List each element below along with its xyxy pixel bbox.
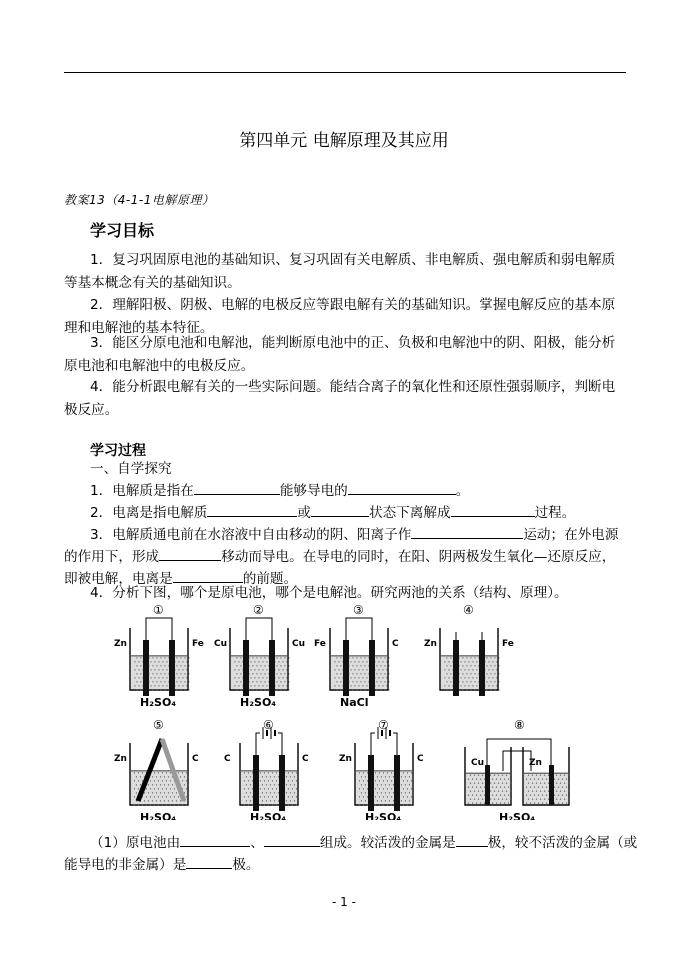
cell-solution-label: H₂SO₄ xyxy=(365,811,402,820)
cell-left-label: Zn xyxy=(424,639,437,649)
q2-blank-2[interactable] xyxy=(311,502,369,517)
question-1 xyxy=(90,480,660,502)
q3-blank-1[interactable] xyxy=(411,524,523,539)
cell-number: ④ xyxy=(463,603,474,617)
q3-part6: 的前题。 xyxy=(242,571,298,587)
cell-number: ⑤ xyxy=(153,718,164,732)
cell-solution-label: H₂SO₄ xyxy=(250,811,287,820)
header-rule xyxy=(64,72,626,73)
q5-blank-2[interactable] xyxy=(264,832,320,847)
q3-blank-3[interactable] xyxy=(173,568,243,583)
question-2 xyxy=(90,502,660,524)
cell-solution-label: NaCl xyxy=(340,696,369,709)
question-5-line-1 xyxy=(90,832,660,854)
cell-number: ⑥ xyxy=(263,718,274,732)
q5-blank-4[interactable] xyxy=(186,854,232,869)
cell-right-label: Fe xyxy=(192,639,204,649)
cell-left-label: Cu xyxy=(471,758,485,768)
cell-left-label: Zn xyxy=(339,754,352,764)
cell-right-label: C xyxy=(302,754,309,764)
cell-solution-label: H₂SO₄ xyxy=(240,696,277,709)
objective-4-text: 4．能分析跟电解有关的一些实际问题。能结合离子的氧化性和还原性强弱顺序，判断电极反应。 xyxy=(64,379,616,418)
question-4: 4．分析下图，哪个是原电池，哪个是电解池。研究两池的关系（结构、原理）。 xyxy=(90,585,568,601)
cell-number: ⑦ xyxy=(378,718,389,732)
q5-blank-3[interactable] xyxy=(456,832,488,847)
page-number: - 1 - xyxy=(332,895,356,909)
cell-5 xyxy=(114,718,199,820)
cell-left-label: Cu xyxy=(214,639,228,649)
q1-blank-2[interactable] xyxy=(348,480,456,495)
cell-8 xyxy=(465,718,569,820)
cell-solution-label: H₂SO₄ xyxy=(140,696,177,709)
q2-blank-3[interactable] xyxy=(451,502,535,517)
cell-number: ③ xyxy=(353,603,364,617)
cell-left-label: Zn xyxy=(114,754,127,764)
cell-left-label: C xyxy=(224,754,231,764)
question-3-line-1 xyxy=(90,524,660,546)
q3-part1: 3．电解质通电前在水溶液中自由移动的阴、阳离子作 xyxy=(90,527,412,543)
q1-part1: 1．电解质是指在 xyxy=(90,483,194,499)
cell-solution-label: H₂SO₄ xyxy=(499,811,536,820)
q3-part2: 运动；在外电源 xyxy=(523,527,619,543)
cell-4 xyxy=(424,603,514,696)
q5-part4: 极，较不活泼的金属（或 xyxy=(487,835,638,851)
cell-3 xyxy=(314,603,399,709)
electrochemical-cells-figure xyxy=(110,600,580,820)
objective-2-text: 2．理解阳极、阴极、电解的电极反应等跟电解有关的基础知识。掌握电解反应的基本原理和电解池的基本特征。 xyxy=(64,297,616,336)
question-5-line-2 xyxy=(64,854,634,876)
q2-part1: 2．电离是指电解质 xyxy=(90,505,208,521)
cell-right-label: C xyxy=(392,639,399,649)
q5-blank-1[interactable] xyxy=(180,832,250,847)
q1-blank-1[interactable] xyxy=(194,480,280,495)
objective-3 xyxy=(64,332,626,378)
cell-right-label: Fe xyxy=(502,639,514,649)
section-1-title: 一、自学探究 xyxy=(90,461,172,477)
q3-blank-2[interactable] xyxy=(159,546,221,561)
objective-1 xyxy=(64,249,626,295)
q5-part2: 、 xyxy=(250,835,264,851)
objective-4 xyxy=(64,376,626,422)
objective-1-text: 1．复习巩固原电池的基础知识、复习巩固有关电解质、非电解质、强电解质和弱电解质等基本概念有关的基础知识。 xyxy=(64,252,616,291)
cell-1 xyxy=(114,603,204,709)
q5-part5: 能导电的非金属）是 xyxy=(64,857,187,873)
q2-part3: 状态下离解成 xyxy=(369,505,451,521)
cell-right-label: C xyxy=(417,754,424,764)
objective-3-text: 3．能区分原电池和电解池，能判断原电池中的正、负极和电解池中的阴、阳极，能分析原电池和电解池中的电极反应。 xyxy=(64,335,616,374)
q5-part6: 极。 xyxy=(232,857,260,873)
q5-part3: 组成。较活泼的金属是 xyxy=(319,835,456,851)
q2-part2: 或 xyxy=(297,505,311,521)
q3-part5: 即被电解，电离是 xyxy=(64,571,173,587)
cell-number: ① xyxy=(153,603,164,617)
cell-7 xyxy=(339,718,424,820)
case-id: 教案13（4-1-1电解原理） xyxy=(64,193,215,207)
q1-part2: 能够导电的 xyxy=(279,483,348,499)
q3-part4: 移动而导电。在导电的同时，在阳、阴两极发生氧化—还原反应， xyxy=(221,549,616,565)
objectives-heading: 学习目标 xyxy=(90,221,155,240)
process-heading: 学习过程 xyxy=(90,443,146,459)
question-3-line-2 xyxy=(64,546,634,568)
cell-number: ② xyxy=(253,603,264,617)
cell-6 xyxy=(224,718,309,820)
cell-right-label: Zn xyxy=(529,758,542,768)
cell-left-label: Zn xyxy=(114,639,127,649)
cell-2 xyxy=(214,603,305,709)
q1-part3: 。 xyxy=(455,483,470,499)
cell-left-label: Fe xyxy=(314,639,326,649)
page-title: 第四单元 电解原理及其应用 xyxy=(239,131,449,151)
cell-right-label: Cu xyxy=(292,639,306,649)
q2-blank-1[interactable] xyxy=(207,502,297,517)
q5-part1: （1）原电池由 xyxy=(90,835,181,851)
cell-solution-label: H₂SO₄ xyxy=(140,811,177,820)
cell-right-label: C xyxy=(192,754,199,764)
q2-part4: 过程。 xyxy=(534,505,576,521)
cell-number: ⑧ xyxy=(514,718,525,732)
q3-part3: 的作用下，形成 xyxy=(64,549,160,565)
